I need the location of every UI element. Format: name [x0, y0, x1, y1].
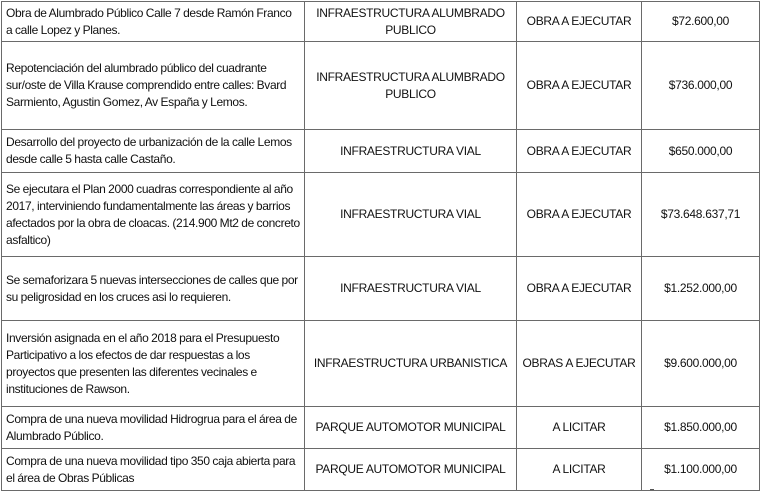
categoria-cell: INFRAESTRUCTURA URBANISTICA — [305, 321, 517, 407]
monto-cell: $9.600.000,00 — [642, 321, 760, 407]
descripcion-cell: Compra de una nueva movilidad tipo 350 caja abierta para el área de Obras Públicas — [2, 449, 305, 491]
table-row — [2, 42, 760, 130]
estado-cell: A LICITAR — [517, 449, 642, 491]
categoria-cell: PARQUE AUTOMOTOR MUNICIPAL — [305, 449, 517, 491]
categoria-cell: PARQUE AUTOMOTOR MUNICIPAL — [305, 407, 517, 449]
monto-cell: $1.252.000,00 — [642, 257, 760, 321]
monto-cell: $650.000,00 — [642, 130, 760, 173]
table-row — [2, 407, 760, 449]
categoria-cell: INFRAESTRUCTURA ALUMBRADO PUBLICO — [305, 2, 517, 42]
descripcion-cell: Compra de una nueva movilidad Hidrogrua para el área de Alumbrado Público. — [2, 407, 305, 449]
descripcion-cell: Repotenciación del alumbrado público del cuadrante sur/oste de Villa Krause comprendido entre calles: Bvard Sarmiento, Agustin Gomez, Av España y Lemos. — [2, 42, 305, 130]
estado-cell: OBRA A EJECUTAR — [517, 173, 642, 257]
table-row — [2, 2, 760, 42]
descripcion-cell: Obra de Alumbrado Público Calle 7 desde Ramón Franco a calle Lopez y Planes. — [2, 2, 305, 42]
monto-cell: $73.648.637,71 — [642, 173, 760, 257]
table-row — [2, 321, 760, 407]
estado-cell: OBRA A EJECUTAR — [517, 42, 642, 130]
descripcion-cell: Inversión asignada en el año 2018 para el Presupuesto Participativo a los efectos de dar respuestas a los proyectos que presenten las diferentes vecinales e instituciones de Rawson. — [2, 321, 305, 407]
descripcion-cell: Se semaforizara 5 nuevas intersecciones de calles que por su peligrosidad en los cruces asi lo requieren. — [2, 257, 305, 321]
categoria-cell: INFRAESTRUCTURA VIAL — [305, 173, 517, 257]
categoria-cell: INFRAESTRUCTURA ALUMBRADO PUBLICO — [305, 42, 517, 130]
monto-cell: $1.850.000,00 — [642, 407, 760, 449]
estado-cell: OBRAS A EJECUTAR — [517, 321, 642, 407]
page-edge-mark — [650, 489, 654, 493]
monto-cell: $1.100.000,00 — [642, 449, 760, 491]
obras-table — [1, 1, 760, 491]
descripcion-cell: Desarrollo del proyecto de urbanización de la calle Lemos desde calle 5 hasta calle Castaño. — [2, 130, 305, 173]
table-row — [2, 173, 760, 257]
categoria-cell: INFRAESTRUCTURA VIAL — [305, 257, 517, 321]
table-row — [2, 130, 760, 173]
monto-cell: $736.000,00 — [642, 42, 760, 130]
table-row — [2, 449, 760, 491]
monto-cell: $72.600,00 — [642, 2, 760, 42]
estado-cell: OBRA A EJECUTAR — [517, 130, 642, 173]
table-row — [2, 257, 760, 321]
categoria-cell: INFRAESTRUCTURA VIAL — [305, 130, 517, 173]
estado-cell: OBRA A EJECUTAR — [517, 2, 642, 42]
descripcion-cell: Se ejecutara el Plan 2000 cuadras correspondiente al año 2017, interviniendo fundamentalmente las áreas y barrios afectados por la obra de cloacas. (214.900 Mt2 de concreto asfaltico) — [2, 173, 305, 257]
estado-cell: OBRA A EJECUTAR — [517, 257, 642, 321]
estado-cell: A LICITAR — [517, 407, 642, 449]
